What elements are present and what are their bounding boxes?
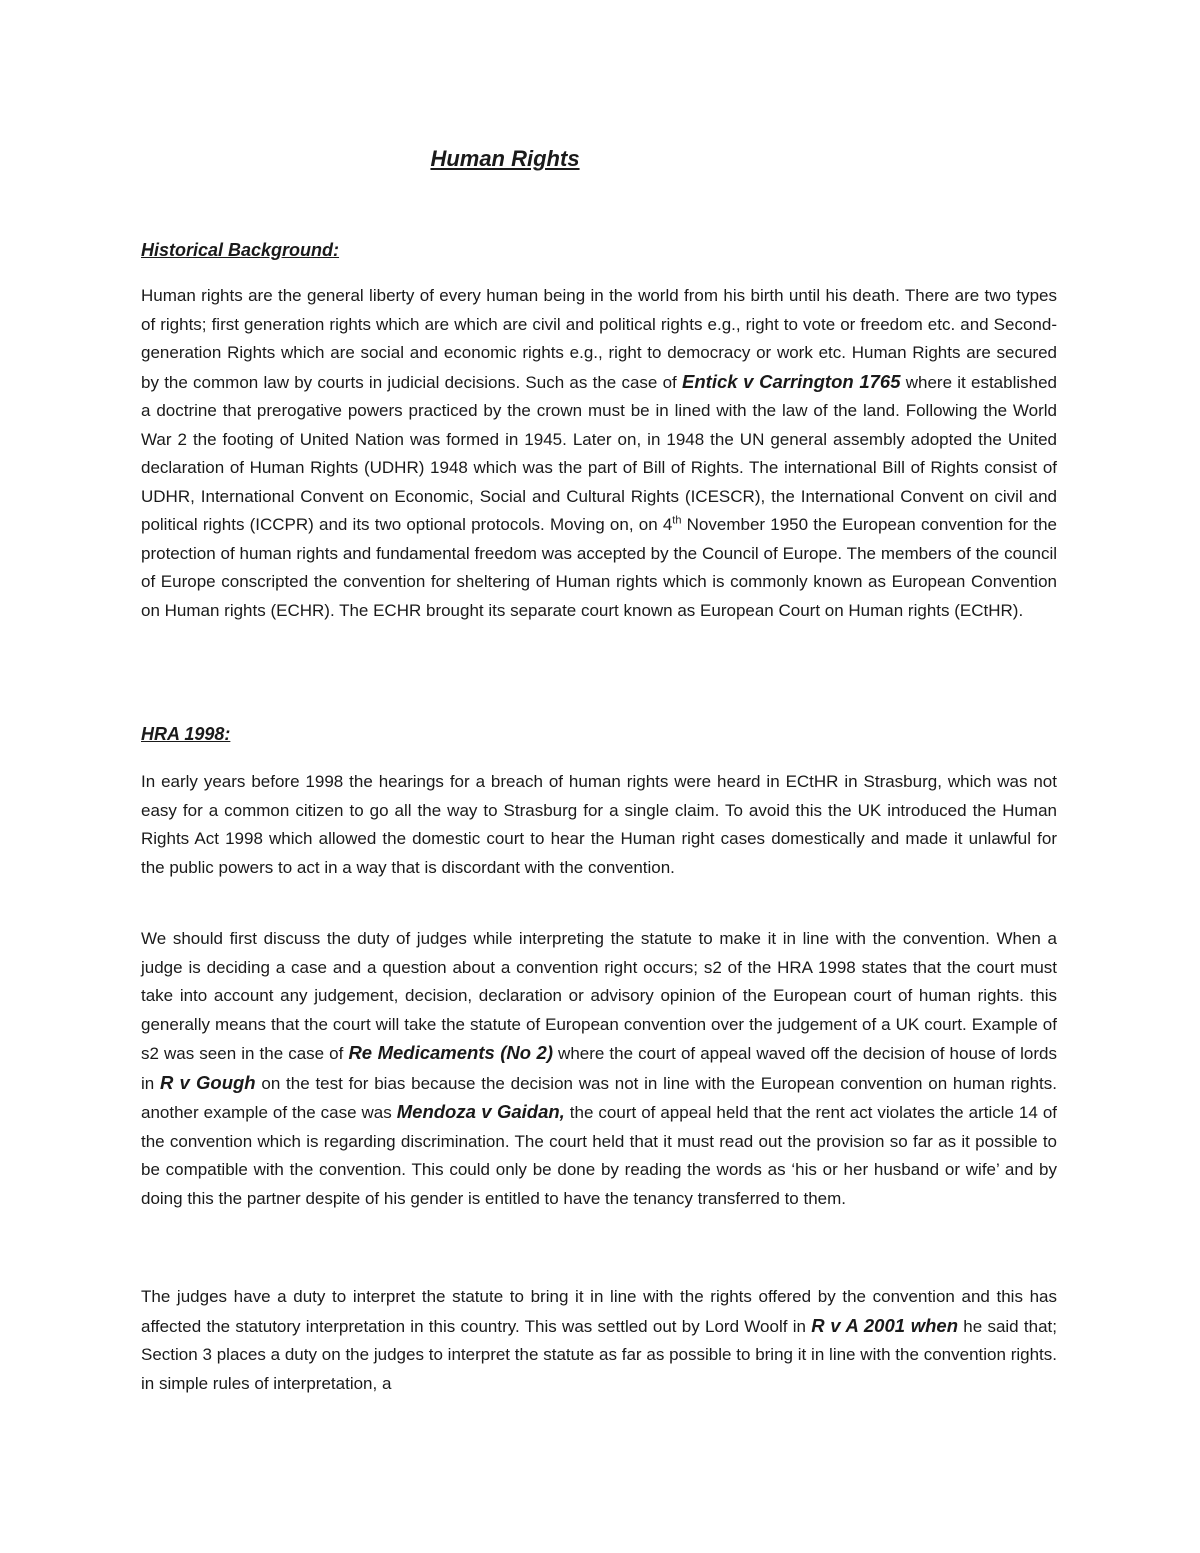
heading-hra-1998: HRA 1998: — [141, 724, 231, 744]
text-run: November 1950 the European convention for the protection of human rights and fundamental freedom was accepted by the Council of Europe. The members of the council of Europe conscripted the convention for sheltering of Human rights which is commonly known as European Convention on Human rights (ECHR). The ECHR brought its separate court known as European Court on Human rights (ECtHR). — [141, 515, 1057, 620]
paragraph-duty-of-judges — [141, 925, 1057, 1213]
text-run: on the test for bias because the decision was not in line with the European convention on human rights. another example of the case was — [141, 1073, 1057, 1122]
text-run: The judges have a duty to interpret the statute to bring it in line with the rights offered by the convention and this has affected the statutory interpretation in this country. This was settled out by Lord Woolf in — [141, 1287, 1057, 1336]
paragraph-hra-intro: In early years before 1998 the hearings for a breach of human rights were heard in ECtHR in Strasburg, which was not easy for a common citizen to go all the way to Strasburg for a single claim. To avoid this the UK introduced the Human Rights Act 1998 which allowed the domestic court to hear the Human right cases domestically and made it unlawful for the public powers to act in a way that is discordant with the convention. — [141, 772, 1057, 877]
text-run: where the court of appeal waved off the decision of house of lords in — [141, 1044, 1058, 1093]
paragraph-statutory-interpretation — [141, 1283, 1057, 1398]
paragraph-historical-background — [141, 282, 1057, 625]
heading-historical-background: Historical Background: — [141, 240, 340, 260]
text-run: We should first discuss the duty of judges while interpreting the statute to make it in line with the convention. When a judge is deciding a case and a question about a convention right occurs; s2 of the HRA 1998 states that the court must take into account any judgement, decision, declaration or advisory opinion of the European court of human rights. this generally means that the court will take the statute of European convention over the judgement of a UK court. Example of s2 was seen in the case of — [141, 929, 1057, 1063]
case-citation-r-v-gough: R v Gough — [160, 1071, 256, 1093]
text-run: where it established a doctrine that prerogative powers practiced by the crown must be in lined with the law of the land. Following the World War 2 the footing of United Nation was formed in 1945. Later on, in 1948 the UN general assembly adopted the United declaration of Human Rights (UDHR) 1948 which was the part of Bill of Rights. The international Bill of Rights consist of UDHR, International Convent on Economic, Social and Cultural Rights (ICESCR), the International Convent on civil and political rights (ICCPR) and its two optional protocols. Moving on, on 4 — [141, 372, 1057, 534]
case-citation-r-v-a: R v A 2001 when — [811, 1314, 959, 1336]
case-citation-re-medicaments: Re Medicaments (No 2) — [348, 1042, 553, 1063]
text-run: he said that; Section 3 places a duty on the judges to interpret the statute as far as possible to bring it in line with the convention rights. in simple rules of interpretation, a — [141, 1316, 1057, 1393]
case-citation-entick: Entick v Carrington 1765 — [682, 370, 901, 392]
ordinal-superscript: th — [672, 514, 682, 527]
text-run: Human rights are the general liberty of every human being in the world from his birth until his death. There are two types of rights; first generation rights which are which are civil and political rights e.g., right to vote or freedom etc. and Second-generation Rights which are social and economic rights e.g., right to democracy or work etc. Human Rights are secured by the common law by courts in judicial decisions. Such as the case of — [141, 286, 1057, 392]
case-citation-mendoza: Mendoza v Gaidan, — [396, 1101, 565, 1122]
document-title: Human Rights — [430, 146, 580, 171]
text-run: the court of appeal held that the rent act violates the article 14 of the convention which is regarding discrimination. The court held that it must read out the provision so far as it possible to be compatible with the convention. This could only be done by reading the words as ‘his or her husband or wife’ and by doing this the partner despite of his gender is entitled to have the tenancy transferred to them. — [141, 1103, 1058, 1208]
